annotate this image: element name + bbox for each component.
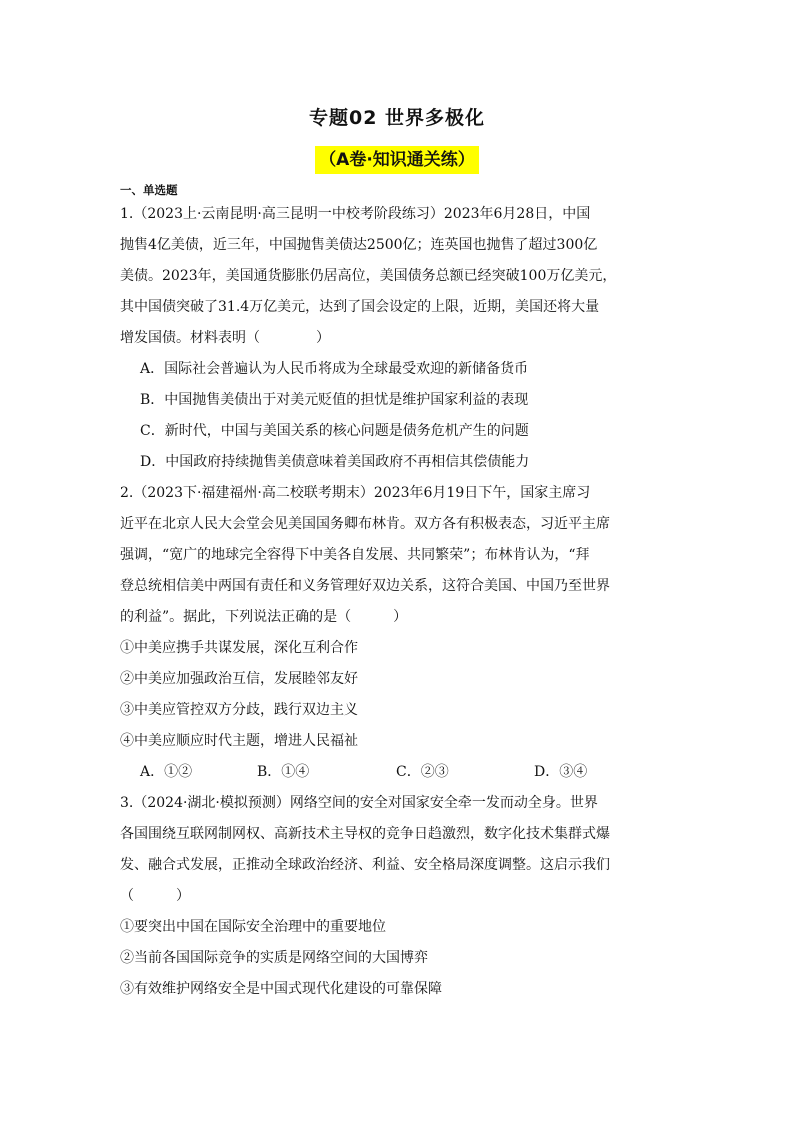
section-heading: 一、单选题 <box>120 183 178 197</box>
question-1 <box>120 199 675 478</box>
question-stem-line: 各国围绕互联网制网权、高新技术主导权的竞争日趋激烈，数字化技术集群式爆 <box>120 826 610 842</box>
statement-item: ④中美应顺应时代主题，增进人民福祉 <box>120 733 358 749</box>
question-stem-line: 强调，“宽广的地球完全容得下中美各自发展、共同繁荣”；布林肯认为，“拜 <box>120 547 590 563</box>
answer-option-c[interactable]: C．②③ <box>396 764 449 780</box>
subtitle-wrapper <box>0 146 794 174</box>
answer-option-a[interactable]: A．国际社会普遍认为人民币将成为全球最受欢迎的新储备货币 <box>140 361 529 377</box>
statement-item: ①要突出中国在国际安全治理中的重要地位 <box>120 919 386 935</box>
statement-item: ①中美应携手共谋发展，深化互利合作 <box>120 640 358 656</box>
question-stem-line: 其中国债突破了31.4万亿美元，达到了国会设定的上限，近期，美国还将大量 <box>120 299 600 315</box>
answer-option-c[interactable]: C．新时代，中国与美国关系的核心问题是债务危机产生的问题 <box>140 423 529 439</box>
answer-option-d[interactable]: D．③④ <box>534 764 588 780</box>
question-stem-line: 的利益”。据此，下列说法正确的是（ ） <box>120 609 408 625</box>
question-stem-line: 3.（2024·湖北·模拟预测）网络空间的安全对国家安全牵一发而动全身。世界 <box>120 795 598 811</box>
answer-options-row <box>120 757 675 788</box>
statement-item: ③中美应管控双方分歧，践行双边主义 <box>120 702 358 718</box>
question-stem-line: 登总统相信美中两国有责任和义务管理好双边关系，这符合美国、中国乃至世界 <box>120 578 610 594</box>
question-stem-line: 美债。2023年，美国通货膨胀仍居高位，美国债务总额已经突破100万亿美元， <box>120 268 617 284</box>
question-stem-line: 抛售4亿美债，近三年，中国抛售美债达2500亿；连英国也抛售了超过300亿 <box>120 237 598 253</box>
question-list <box>120 199 675 1005</box>
document-subtitle: （A卷·知识通关练） <box>315 146 479 174</box>
question-stem-line: 1.（2023上·云南昆明·高三昆明一中校考阶段练习）2023年6月28日，中国 <box>120 206 591 222</box>
statement-item: ②当前各国国际竞争的实质是网络空间的大国博弈 <box>120 950 428 966</box>
answer-option-a[interactable]: A．①② <box>140 764 193 780</box>
answer-option-b[interactable]: B．中国抛售美债出于对美元贬值的担忧是维护国家利益的表现 <box>140 392 529 408</box>
question-3 <box>120 788 675 1005</box>
question-2 <box>120 478 675 788</box>
question-stem-line: 增发国债。材料表明（ ） <box>120 330 330 346</box>
document-title: 专题02 世界多极化 <box>308 107 486 129</box>
statement-item: ②中美应加强政治互信，发展睦邻友好 <box>120 671 358 687</box>
statement-item: ③有效维护网络安全是中国式现代化建设的可靠保障 <box>120 981 442 997</box>
question-stem-line: 2.（2023下·福建福州·高二校联考期末）2023年6月19日下午，国家主席习 <box>120 485 591 501</box>
answer-option-b[interactable]: B．①④ <box>257 764 310 780</box>
question-stem-line: 发、融合式发展，正推动全球政治经济、利益、安全格局深度调整。这启示我们 <box>120 857 610 873</box>
question-stem-line: 近平在北京人民大会堂会见美国国务卿布林肯。双方各有积极表态，习近平主席 <box>120 516 610 532</box>
question-stem-line: （ ） <box>120 888 190 904</box>
answer-option-d[interactable]: D．中国政府持续抛售美债意味着美国政府不再相信其偿债能力 <box>140 454 530 470</box>
